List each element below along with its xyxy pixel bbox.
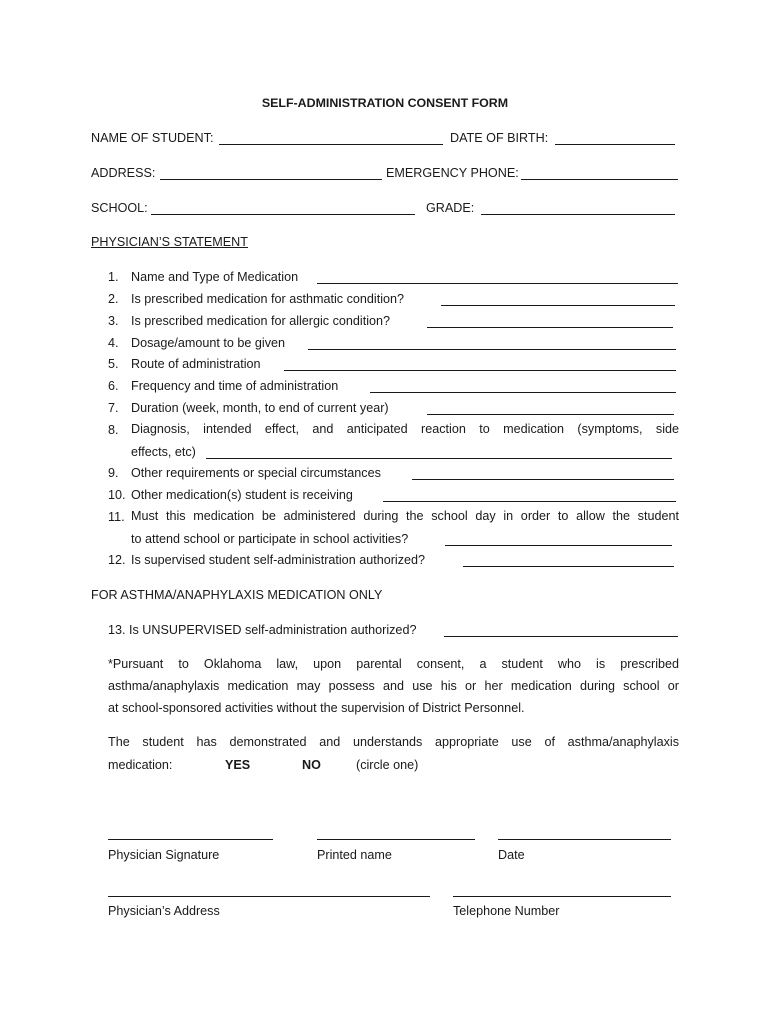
physician-statement-heading: PHYSICIAN’S STATEMENT [91, 235, 248, 249]
name-of-student-field[interactable] [219, 144, 443, 145]
allergic-condition-field[interactable] [427, 327, 673, 328]
oklahoma-law-note-line: at school-sponsored activities without the supervision of District Personnel. [108, 701, 525, 715]
item-number: 9. [108, 466, 119, 480]
name-of-student-label: NAME OF STUDENT: [91, 131, 214, 145]
item-text: Dosage/amount to be given [131, 336, 286, 350]
school-field[interactable] [151, 214, 415, 215]
item-text: Name and Type of Medication [131, 270, 299, 284]
demonstrated-statement: The student has demonstrated and understands appropriate use of asthma/anaphylaxis [108, 735, 679, 749]
item-text: Frequency and time of administration [131, 379, 339, 393]
item-text: Is prescribed medication for asthmatic condition? [131, 292, 404, 306]
item-number: 7. [108, 401, 119, 415]
yes-option[interactable]: YES [225, 758, 251, 772]
physician-address-field[interactable] [108, 896, 430, 897]
physician-signature-label: Physician Signature [108, 848, 220, 862]
diagnosis-field[interactable] [206, 458, 672, 459]
item-text: Other requirements or special circumstances [131, 466, 381, 480]
physician-signature-field[interactable] [108, 839, 273, 840]
duration-field[interactable] [427, 414, 674, 415]
supervised-authorized-field[interactable] [463, 566, 674, 567]
unsupervised-authorized-field[interactable] [444, 636, 678, 637]
item-13-text: 13. Is UNSUPERVISED self-administration authorized? [108, 623, 417, 637]
telephone-number-field[interactable] [453, 896, 671, 897]
date-of-birth-label: DATE OF BIRTH: [450, 131, 549, 145]
physician-address-label: Physician’s Address [108, 904, 220, 918]
item-number: 2. [108, 292, 119, 306]
grade-field[interactable] [481, 214, 675, 215]
date-field[interactable] [498, 839, 671, 840]
route-field[interactable] [284, 370, 676, 371]
oklahoma-law-note-line: *Pursuant to Oklahoma law, upon parental consent, a student who is prescribed [108, 657, 679, 671]
item-text-continued: effects, etc) [131, 445, 196, 459]
printed-name-label: Printed name [317, 848, 392, 862]
school-label: SCHOOL: [91, 201, 148, 215]
form-title: SELF-ADMINISTRATION CONSENT FORM [261, 96, 509, 110]
item-text-continued: to attend school or participate in school activities? [131, 532, 409, 546]
oklahoma-law-note-line: asthma/anaphylaxis medication may possess and use his or her medication during school or [108, 679, 679, 693]
circle-one-instruction: (circle one) [356, 758, 419, 772]
frequency-field[interactable] [370, 392, 676, 393]
emergency-phone-field[interactable] [521, 179, 678, 180]
item-text: Route of administration [131, 357, 261, 371]
item-number: 5. [108, 357, 119, 371]
item-number: 1. [108, 270, 119, 284]
item-number: 11. [108, 510, 125, 524]
medication-label: medication: [108, 758, 173, 772]
item-number: 10. [108, 488, 126, 502]
asthma-section-heading: FOR ASTHMA/ANAPHYLAXIS MEDICATION ONLY [91, 588, 383, 602]
dosage-field[interactable] [308, 349, 676, 350]
medication-name-field[interactable] [317, 283, 678, 284]
item-number: 3. [108, 314, 119, 328]
other-requirements-field[interactable] [412, 479, 674, 480]
item-text: Other medication(s) student is receiving [131, 488, 353, 502]
no-option[interactable]: NO [302, 758, 321, 772]
school-day-field[interactable] [445, 545, 672, 546]
item-text: Diagnosis, intended effect, and anticipated reaction to medication (symptoms, side [131, 422, 679, 436]
item-text: Is prescribed medication for allergic condition? [131, 314, 391, 328]
item-number: 8. [108, 423, 119, 437]
address-label: ADDRESS: [91, 166, 156, 180]
item-text: Is supervised student self-administration authorized? [131, 553, 426, 567]
printed-name-field[interactable] [317, 839, 475, 840]
date-of-birth-field[interactable] [555, 144, 675, 145]
address-field[interactable] [160, 179, 382, 180]
emergency-phone-label: EMERGENCY PHONE: [386, 166, 519, 180]
item-number: 12. [108, 553, 126, 567]
asthmatic-condition-field[interactable] [441, 305, 675, 306]
telephone-number-label: Telephone Number [453, 904, 560, 918]
other-medications-field[interactable] [383, 501, 676, 502]
item-text: Duration (week, month, to end of current year) [131, 401, 389, 415]
item-number: 4. [108, 336, 119, 350]
date-label: Date [498, 848, 525, 862]
item-number: 6. [108, 379, 119, 393]
grade-label: GRADE: [426, 201, 475, 215]
item-text: Must this medication be administered during the school day in order to allow the student [131, 509, 679, 523]
